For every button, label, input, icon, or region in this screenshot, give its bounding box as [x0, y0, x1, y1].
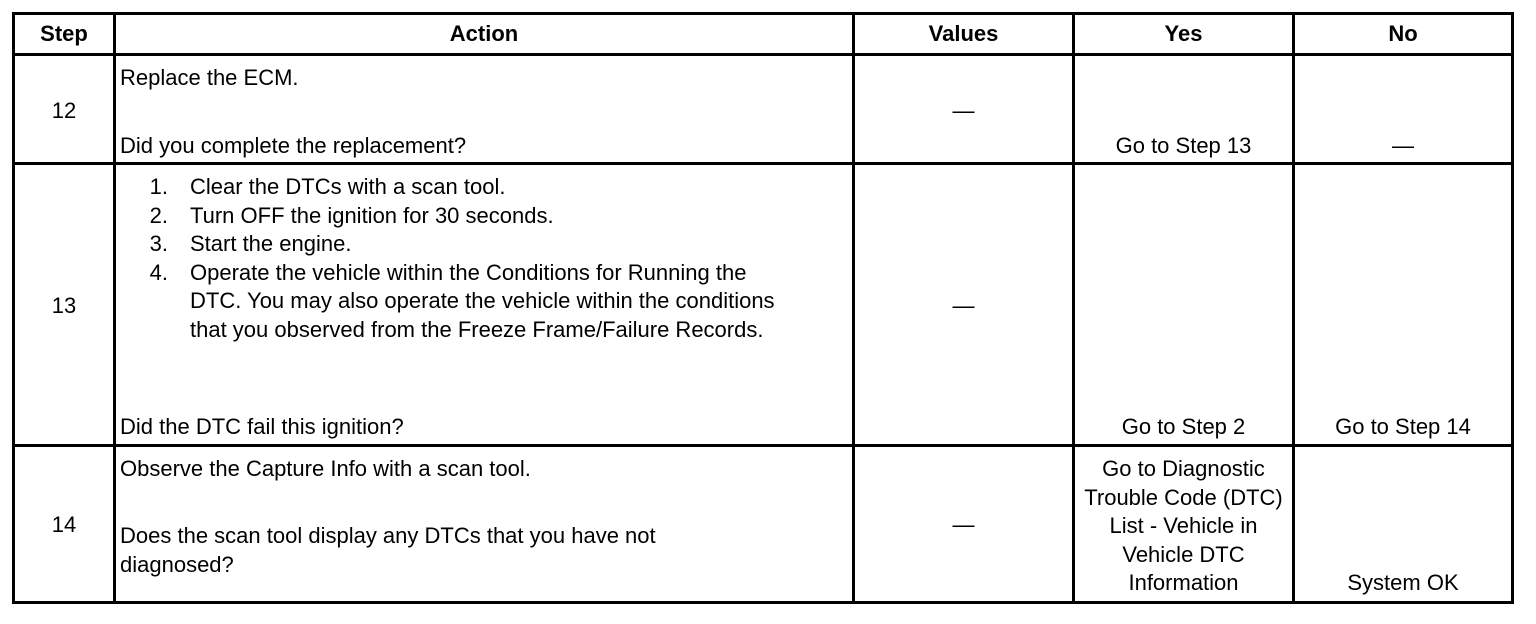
- column-divider: [113, 15, 116, 601]
- action-question: Does the scan tool display any DTCs that you have not diagnosed?: [120, 523, 656, 577]
- values-cell: —: [952, 98, 975, 123]
- yes-cell: Go to Step 2: [1121, 414, 1246, 439]
- action-intro: Observe the Capture Info with a scan tool.: [120, 456, 531, 481]
- action-question: Did you complete the replacement?: [120, 133, 467, 158]
- values-cell: —: [952, 512, 975, 537]
- action-steps-list: [120, 173, 790, 344]
- list-item: 1. Clear the DTCs with a scan tool.: [149, 174, 506, 199]
- list-item: 2. Turn OFF the ignition for 30 seconds.: [149, 202, 554, 228]
- action-question: Did the DTC fail this ignition?: [120, 414, 404, 439]
- step-number: 13: [51, 293, 77, 318]
- row-divider: [15, 162, 1511, 165]
- step-number: 12: [51, 98, 77, 123]
- values-cell: —: [952, 293, 975, 318]
- column-divider: [1292, 15, 1295, 601]
- row-divider: [15, 53, 1511, 56]
- diagnostic-table: [12, 12, 1514, 604]
- list-item: 3. Start the engine.: [149, 231, 352, 256]
- header-yes: Yes: [1164, 21, 1203, 46]
- header-values: Values: [928, 21, 999, 46]
- header-no: No: [1388, 21, 1418, 46]
- yes-cell: Go to Step 13: [1115, 133, 1252, 158]
- list-item: 4. Operate the vehicle within the Conditions for Running the DTC. You may also operate the vehicle within the conditions that you observed from the Freeze Frame/Failure Records.: [149, 259, 775, 342]
- no-cell: System OK: [1347, 570, 1459, 595]
- row-divider: [15, 444, 1511, 447]
- no-cell: Go to Step 14: [1335, 414, 1471, 439]
- header-step: Step: [40, 21, 88, 46]
- header-action: Action: [449, 21, 519, 46]
- no-cell: —: [1392, 133, 1414, 158]
- action-intro: Replace the ECM.: [120, 65, 299, 90]
- step-number: 14: [51, 512, 77, 537]
- yes-cell: Go to Diagnostic Trouble Code (DTC) List - Vehicle in Vehicle DTC Information: [1084, 456, 1283, 595]
- column-divider: [1072, 15, 1075, 601]
